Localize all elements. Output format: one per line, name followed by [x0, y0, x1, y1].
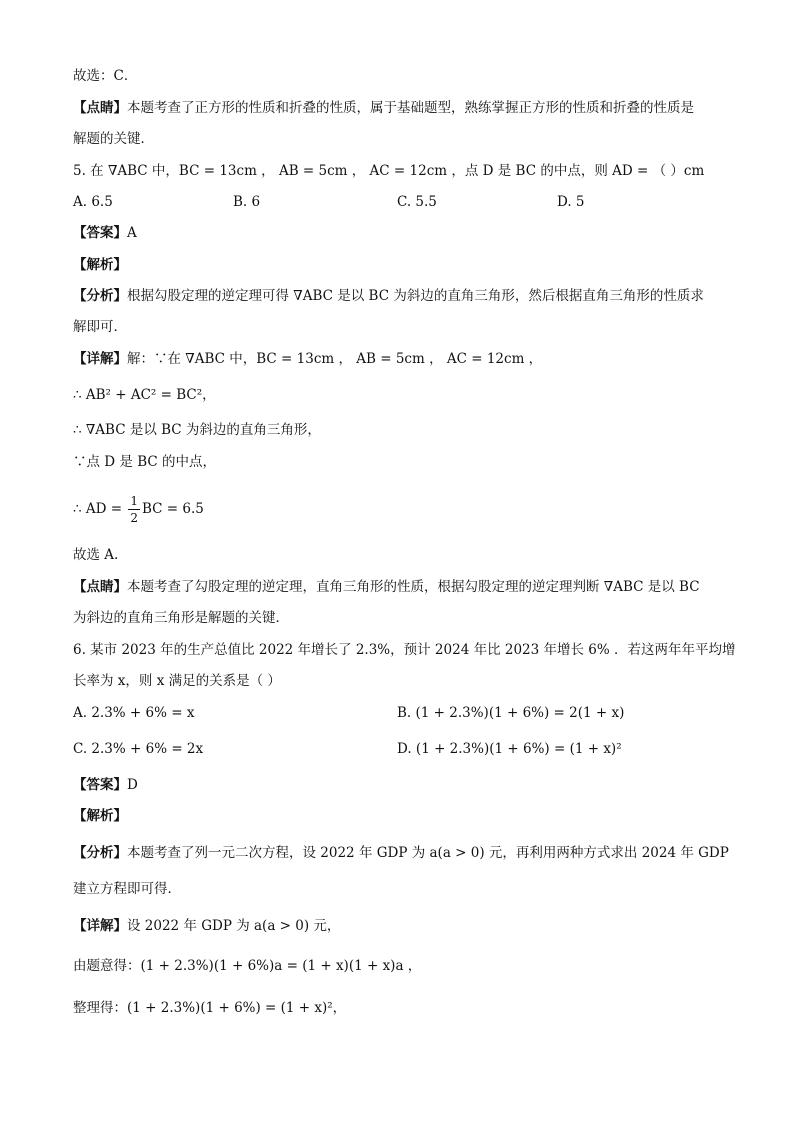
fraction-denominator: 2 — [130, 511, 138, 525]
answer-value: A — [127, 225, 137, 241]
q5-analysis — [73, 287, 704, 305]
q6-option-a: A. 2.3% + 6% = x — [73, 705, 195, 721]
question-6-cont: 长率为 x，则 x 满足的关系是（ ） — [73, 673, 281, 689]
q6-option-c: C. 2.3% + 6% = 2x — [73, 741, 204, 757]
q6-step-2: 整理得：(1 + 2.3%)(1 + 6%) = (1 + x)²， — [73, 1000, 347, 1016]
q6-detail — [73, 917, 340, 935]
q5-option-a: A. 6.5 — [73, 194, 113, 210]
comment-text: 本题考查了勾股定理的逆定理，直角三角形的性质，根据勾股定理的逆定理判断 ∇ABC 是以 BC — [127, 579, 700, 595]
q6-analysis-cont: 建立方程即可得． — [73, 881, 181, 897]
detail-tag: 【详解】 — [73, 918, 127, 934]
comment-text: 本题考查了正方形的性质和折叠的性质，属于基础题型，熟练掌握正方形的性质和折叠的性质是 — [127, 100, 694, 116]
fraction-one-half — [128, 495, 140, 524]
step-4-prefix: ∴ AD = — [73, 501, 127, 517]
q6-option-d: D. (1 + 2.3%)(1 + 6%) = (1 + x)² — [397, 741, 622, 757]
q5-option-c: C. 5.5 — [397, 194, 437, 210]
text-line-choice-c: 故选：C． — [73, 68, 138, 84]
question-5: 5. 在 ∇ABC 中，BC = 13cm ， AB = 5cm ， AC = 12cm ，点 D 是 BC 的中点，则 AD = （ ）cm — [73, 163, 705, 179]
detail-tag: 【详解】 — [73, 351, 127, 367]
analysis-text: 根据勾股定理的逆定理可得 ∇ABC 是以 BC 为斜边的直角三角形，然后根据直角三角形的性质求 — [127, 288, 704, 304]
answer-value: D — [127, 777, 138, 793]
q6-analysis-heading: 【解析】 — [73, 808, 127, 824]
analysis-text: 本题考查了列一元二次方程，设 2022 年 GDP 为 a(a > 0) 元，再利用两种方式求出 2024 年 GDP — [127, 845, 729, 861]
q5-conclusion: 故选 A. — [73, 547, 119, 563]
q5-step-4 — [73, 494, 204, 524]
detail-text: 设 2022 年 GDP 为 a(a > 0) 元， — [127, 918, 341, 934]
q5-comment — [73, 578, 700, 596]
q5-option-b: B. 6 — [233, 194, 261, 210]
q6-step-1: 由题意得：(1 + 2.3%)(1 + 6%)a = (1 + x)(1 + x)a ， — [73, 958, 422, 974]
q6-answer — [73, 776, 138, 794]
comment-paragraph-4-cont: 解题的关键． — [73, 131, 154, 147]
fraction-numerator: 1 — [130, 494, 138, 508]
q6-analysis — [73, 844, 729, 862]
detail-text: 解：∵在 ∇ABC 中，BC = 13cm ， AB = 5cm ， AC = 12cm ， — [127, 351, 543, 367]
q5-analysis-heading: 【解析】 — [73, 257, 127, 273]
q5-step-2: ∴ ∇ABC 是以 BC 为斜边的直角三角形， — [73, 422, 321, 438]
step-4-suffix: BC = 6.5 — [142, 501, 204, 517]
q5-option-d: D. 5 — [557, 194, 585, 210]
answer-tag: 【答案】 — [73, 777, 127, 793]
analysis-tag: 【分析】 — [73, 288, 127, 304]
comment-tag: 【点睛】 — [73, 100, 127, 116]
q5-detail — [73, 350, 542, 368]
q5-answer — [73, 224, 137, 242]
q6-option-b: B. (1 + 2.3%)(1 + 6%) = 2(1 + x) — [397, 705, 625, 721]
q5-analysis-cont: 解即可． — [73, 319, 127, 335]
q5-comment-cont: 为斜边的直角三角形是解题的关键． — [73, 610, 289, 626]
q5-step-3: ∵点 D 是 BC 的中点， — [73, 454, 216, 470]
q5-step-1: ∴ AB² + AC² = BC²， — [73, 387, 216, 403]
comment-paragraph-4 — [73, 99, 694, 117]
question-6: 6. 某市 2023 年的生产总值比 2022 年增长了 2.3%，预计 2024 年比 2023 年增长 6% ．若这两年年平均增 — [73, 642, 736, 658]
analysis-tag: 【分析】 — [73, 845, 127, 861]
answer-tag: 【答案】 — [73, 225, 127, 241]
comment-tag: 【点睛】 — [73, 579, 127, 595]
